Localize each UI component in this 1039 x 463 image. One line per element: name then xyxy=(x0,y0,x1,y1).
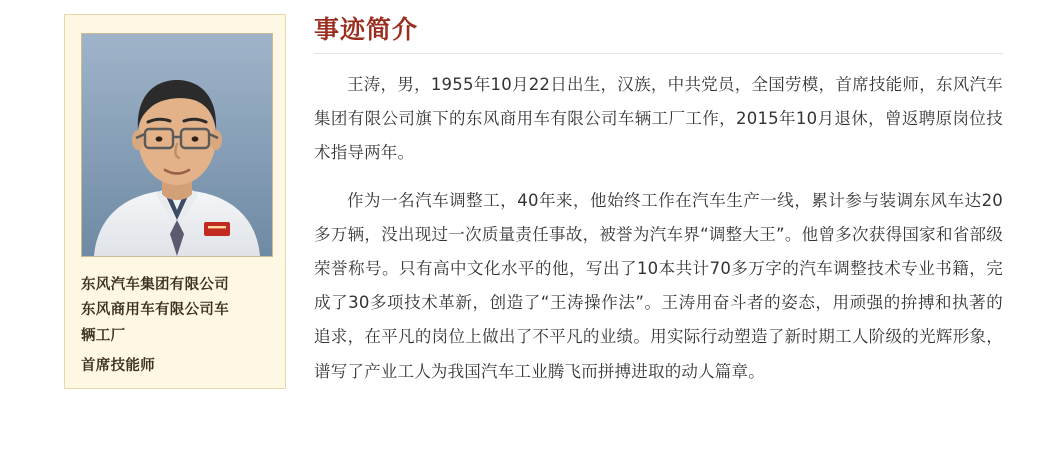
page-title-accent: 简介 xyxy=(366,15,419,44)
section-title-wrapper xyxy=(314,16,1003,54)
profile-caption-line-4: 首席技能师 xyxy=(81,358,155,375)
page-title-plain: 事迹 xyxy=(314,15,367,44)
profile-card xyxy=(64,14,286,389)
article-paragraph-2: 作为一名汽车调整工，40年来，他始终工作在汽车生产一线，累计参与装调东风车达20多万辆，没出现过一次质量责任事故，被誉为汽车界“调整大王”。他曾多次获得国家和省部级荣誉称号。只有高中文化水平的他，写出了10本共计70多万字的汽车调整技术专业书籍，完成了30多项技术革新，创造了“王涛操作法”。王涛用奋斗者的姿态，用顽强的拚搏和执著的追求，在平凡的岗位上做出了不平凡的业绩。用实际行动塑造了新时期工人阶级的光辉形象，谱写了产业工人为我国汽车工业腾飞而拼搏进取的动人篇章。 xyxy=(314,190,1003,381)
profile-caption-line-2: 东风商用车有限公司车 xyxy=(81,302,229,319)
profile-column xyxy=(0,0,294,463)
portrait-illustration xyxy=(82,34,272,256)
page-title xyxy=(314,16,418,44)
profile-caption-line-3: 辆工厂 xyxy=(81,327,126,344)
article-paragraph-1: 王涛，男，1955年10月22日出生，汉族，中共党员，全国劳模，首席技能师，东风汽车集团有限公司旗下的东风商用车有限公司车辆工厂工作，2015年10月退休，曾返聘原岗位技术指导两年。 xyxy=(314,74,1003,162)
profile-caption-line-1: 东风汽车集团有限公司 xyxy=(81,277,229,293)
portrait-photo xyxy=(81,33,273,257)
article-body xyxy=(314,68,1003,389)
profile-caption xyxy=(81,273,269,380)
article-column xyxy=(294,0,1039,463)
